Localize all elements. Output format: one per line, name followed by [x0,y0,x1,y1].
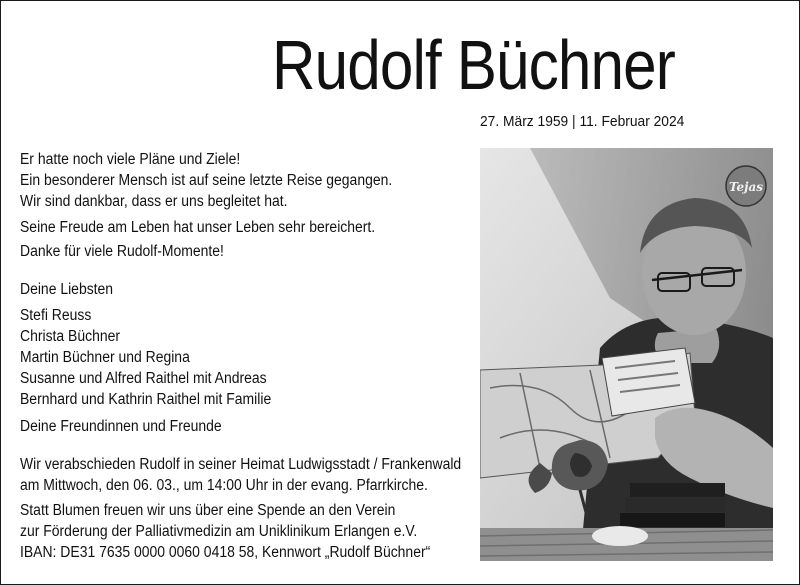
funeral-block [20,454,461,496]
life-dates: 27. März 1959 | 11. Februar 2024 [480,113,685,130]
tejas-logo [726,166,766,206]
poem-line: Wir sind dankbar, dass er uns begleitet hat. [20,193,288,210]
friends-line: Deine Freundinnen und Freunde [20,418,222,435]
family-heading: Deine Liebsten [20,281,114,298]
portrait-illustration [480,148,773,561]
donation-block [20,500,430,563]
funeral-line: am Mittwoch, den 06. 03., um 14:00 Uhr in der evang. Pfarrkirche. [20,477,428,494]
books [620,483,725,527]
poem-line: Er hatte noch viele Pläne und Ziele! [20,151,241,168]
donation-line: Statt Blumen freuen wir uns über eine Spende an den Verein [20,502,396,519]
family-list [20,305,271,410]
deceased-name: Rudolf Büchner [272,26,675,104]
family-member: Stefi Reuss [20,307,92,324]
family-member: Christa Büchner [20,328,121,345]
poem-block [20,149,392,212]
donation-line: IBAN: DE31 7635 0000 0060 0418 58, Kennwort „Rudolf Büchner“ [20,544,431,561]
family-member: Susanne und Alfred Raithel mit Andreas [20,370,267,387]
donation-line: zur Förderung der Palliativmedizin am Uniklinikum Erlangen e.V. [20,523,418,540]
poem-line: Ein besonderer Mensch ist auf seine letzte Reise gegangen. [20,172,393,189]
portrait-photo [480,148,773,561]
family-member: Martin Büchner und Regina [20,349,190,366]
logo-text: Tejas [728,180,764,194]
thanks-line: Danke für viele Rudolf-Momente! [20,243,224,260]
joy-line: Seine Freude am Leben hat unser Leben sehr bereichert. [20,219,376,236]
family-member: Bernhard und Kathrin Raithel mit Familie [20,391,272,408]
cup [592,526,648,546]
funeral-line: Wir verabschieden Rudolf in seiner Heimat Ludwigsstadt / Frankenwald [20,456,462,473]
